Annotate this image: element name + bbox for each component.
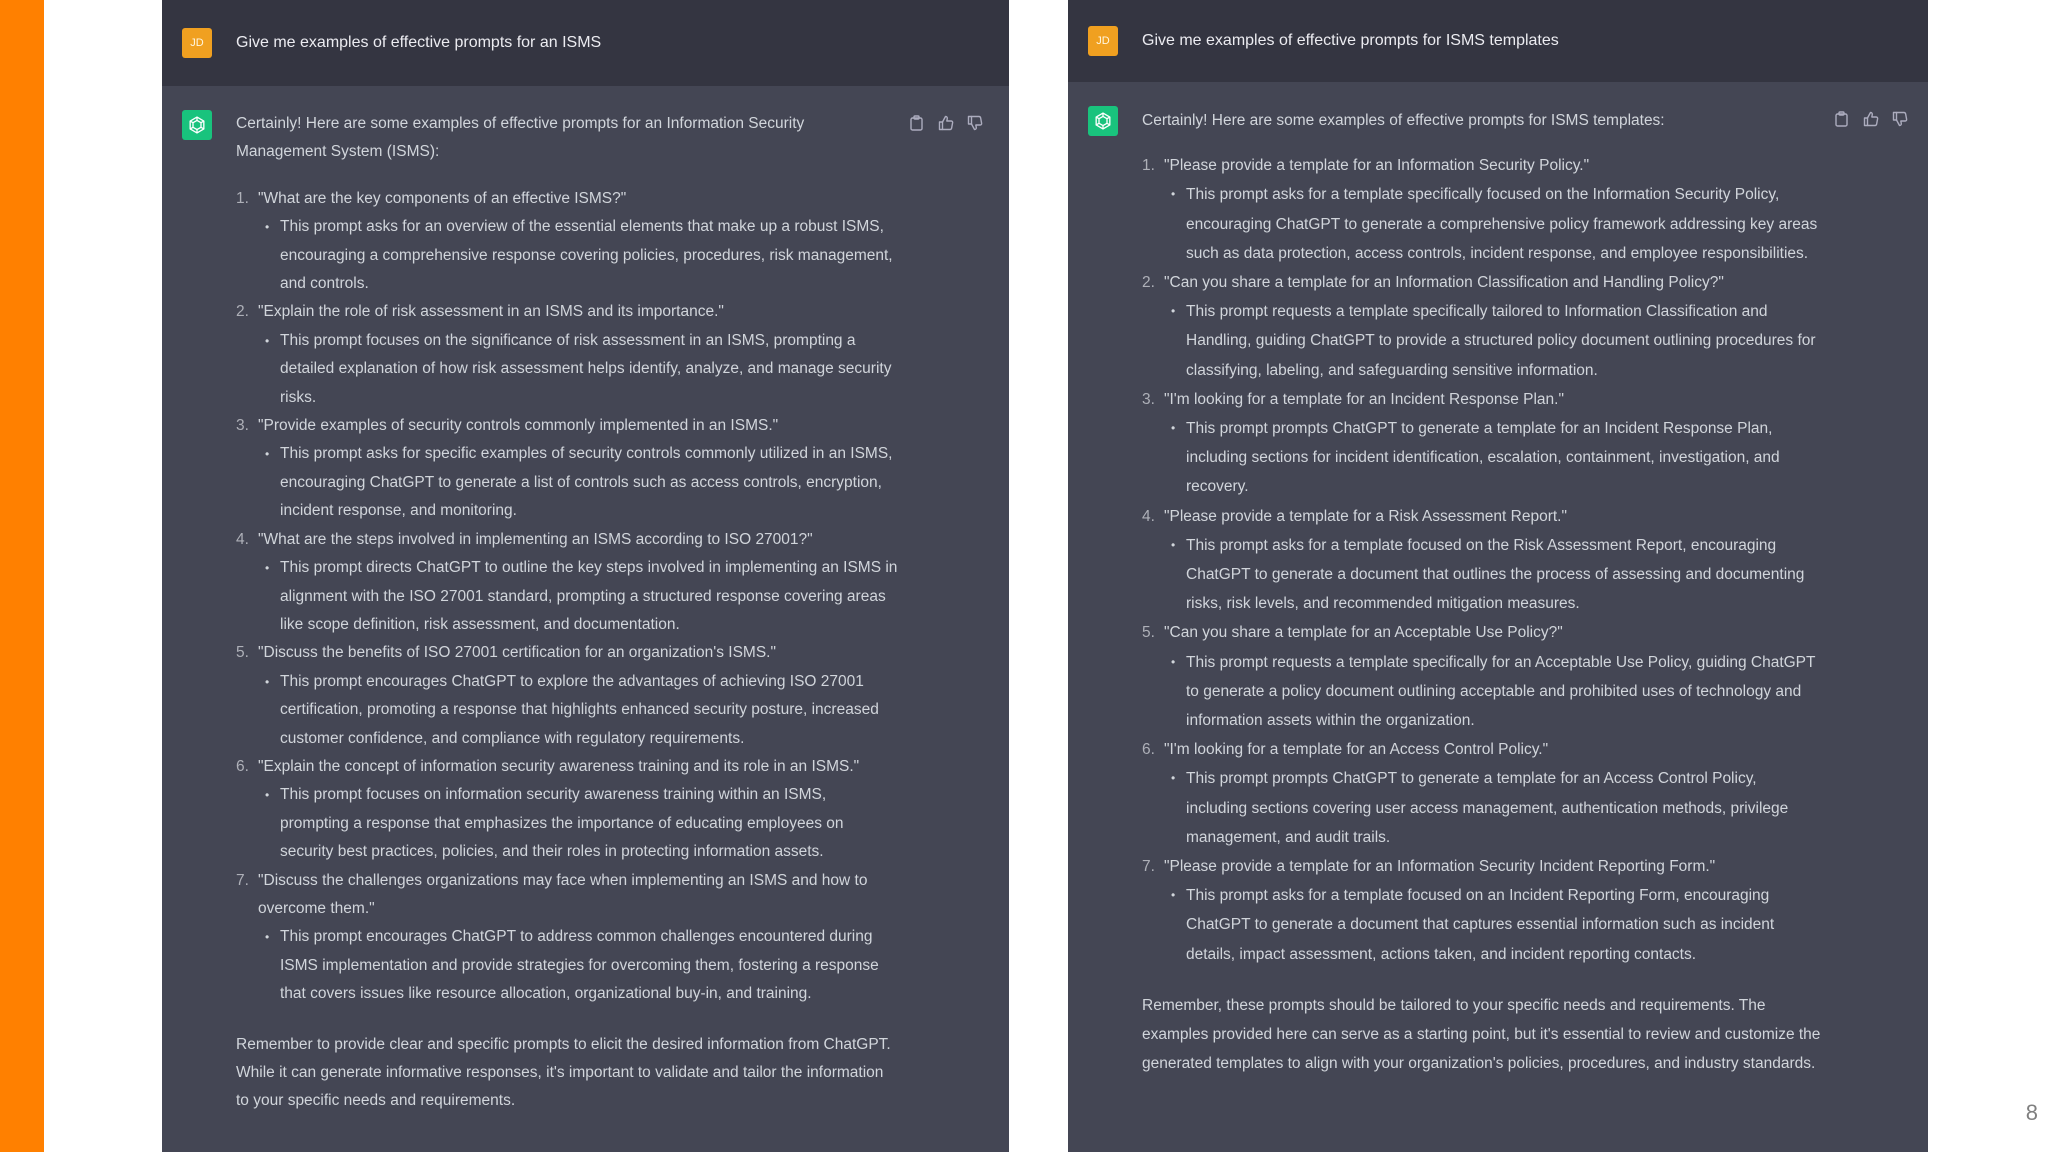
list-detail: • This prompt requests a template specifically for an Acceptable Use Policy, guiding ChatGPT to generate a policy document outlining acceptable and prohibited uses of technology and information assets within the organization. [1171, 653, 1816, 730]
list-item [1142, 268, 1822, 385]
assistant-message-row [162, 86, 1009, 1116]
list-detail: • This prompt encourages ChatGPT to address common challenges encountered during ISMS implementation and provide strategies for overcoming them, fostering a response that covers issues like resource allocation, organizational buy-in, and training. [265, 928, 879, 1003]
user-avatar: JD [182, 28, 212, 58]
clipboard-icon[interactable] [908, 114, 925, 131]
list-detail: • This prompt directs ChatGPT to outline the key steps involved in implementing an ISMS in alignment with the ISO 27001 standard, prompting a structured response covering areas like scope definition, risk assessment, and documentation. [265, 559, 898, 633]
list-item [1142, 735, 1822, 852]
list-detail: • This prompt requests a template specifically tailored to Information Classification and Handling, guiding ChatGPT to provide a structured policy document outlining procedures for classifying, labeling, and safeguarding sensitive information. [1171, 303, 1816, 379]
list-number: 4. [236, 530, 249, 548]
user-message-row [1068, 0, 1928, 82]
list-number: 6. [236, 757, 249, 775]
list-number: 3. [236, 417, 249, 435]
response-outro: Remember to provide clear and specific prompts to elicit the desired information from ChatGPT. While it can generate informative responses, it's important to validate and tailor the information to your specific needs and requirements. [236, 1035, 891, 1110]
list-detail: • This prompt encourages ChatGPT to explore the advantages of achieving ISO 27001 certification, promoting a response that highlights enhanced security posture, increased customer confidence, and compliance with regulatory requirements. [265, 672, 879, 747]
list-item [236, 185, 898, 299]
assistant-response [236, 110, 898, 1116]
list-prompt: "Please provide a template for a Risk Assessment Report." [1164, 507, 1567, 525]
list-item [236, 867, 898, 1009]
message-actions [908, 114, 983, 131]
list-prompt: "What are the steps involved in implementing an ISMS according to ISO 27001?" [258, 530, 813, 548]
list-number: 1. [236, 189, 249, 207]
response-intro: Certainly! Here are some examples of effective prompts for ISMS templates: [1142, 112, 1665, 129]
list-detail: • This prompt prompts ChatGPT to generate a template for an Incident Response Plan, including sections for incident identification, escalation, containment, investigation, and recovery. [1171, 420, 1780, 496]
list-detail: • This prompt prompts ChatGPT to generate a template for an Access Control Policy, including sections covering user access management, authentication methods, privilege management, and audit trails. [1171, 770, 1789, 846]
user-prompt-text: Give me examples of effective prompts for ISMS templates [1142, 32, 1559, 49]
list-number: 4. [1142, 507, 1155, 525]
chat-panel-left [162, 0, 1009, 1152]
list-item [236, 298, 898, 412]
list-detail: • This prompt focuses on information security awareness training within an ISMS, prompting a response that emphasizes the importance of educating employees on security best practices, policies, and their roles in protecting information assets. [265, 786, 844, 861]
list-number: 5. [1142, 624, 1155, 642]
message-actions [1833, 110, 1908, 127]
list-number: 6. [1142, 741, 1155, 759]
list-number: 3. [1142, 390, 1155, 408]
list-number: 1. [1142, 157, 1155, 175]
user-message-row [162, 0, 1009, 86]
list-prompt: "Can you share a template for an Information Classification and Handling Policy?" [1164, 274, 1724, 292]
list-prompt: "Provide examples of security controls commonly implemented in an ISMS." [258, 417, 779, 435]
list-prompt: "I'm looking for a template for an Access Control Policy." [1164, 741, 1549, 759]
list-prompt: "Explain the concept of information security awareness training and its role in an ISMS." [258, 757, 860, 775]
thumbs-up-icon[interactable] [1862, 110, 1879, 127]
list-detail: • This prompt asks for a template specifically focused on the Information Security Policy, encouraging ChatGPT to generate a comprehensive policy framework addressing key areas such as data protection, access controls, incident response, and employee responsibilities. [1171, 186, 1818, 262]
list-detail: • This prompt focuses on the significance of risk assessment in an ISMS, prompting a detailed explanation of how risk assessment helps identify, analyze, and manage security risks. [265, 331, 892, 406]
thumbs-down-icon[interactable] [966, 114, 983, 131]
list-number: 5. [236, 644, 249, 662]
list-prompt: "Explain the role of risk assessment in an ISMS and its importance." [258, 303, 724, 321]
prompt-list [236, 185, 898, 1009]
list-number: 7. [1142, 858, 1155, 876]
list-number: 2. [236, 303, 249, 321]
thumbs-down-icon[interactable] [1891, 110, 1908, 127]
response-intro: Certainly! Here are some examples of effective prompts for an Information Security Management System (ISMS): [236, 115, 805, 161]
list-item [1142, 151, 1822, 268]
openai-logo-icon [182, 110, 212, 140]
list-prompt: "Can you share a template for an Acceptable Use Policy?" [1164, 624, 1563, 642]
clipboard-icon[interactable] [1833, 110, 1850, 127]
list-detail: • This prompt asks for an overview of the essential elements that make up a robust ISMS, encouraging a comprehensive response covering policies, procedures, risk management, and controls. [265, 218, 893, 293]
thumbs-up-icon[interactable] [937, 114, 954, 131]
accent-bar [0, 0, 44, 1152]
list-prompt: "I'm looking for a template for an Incident Response Plan." [1164, 390, 1564, 408]
list-prompt: "Please provide a template for an Information Security Incident Reporting Form." [1164, 858, 1716, 876]
list-item [236, 753, 898, 867]
list-item [1142, 852, 1822, 969]
prompt-list [1142, 151, 1822, 969]
list-item [1142, 385, 1822, 502]
response-outro: Remember, these prompts should be tailored to your specific needs and requirements. The examples provided here can serve as a starting point, but it's essential to review and customize the generated templates to align with your organization's policies, procedures, and industry standards. [1142, 996, 1821, 1073]
list-detail: • This prompt asks for a template focused on an Incident Reporting Form, encouraging ChatGPT to generate a document that captures essential information such as incident details, impact assessment, actions taken, and incident reporting contacts. [1171, 887, 1775, 963]
list-number: 7. [236, 871, 249, 889]
openai-logo-icon [1088, 106, 1118, 136]
list-item [1142, 618, 1822, 735]
list-prompt: "Discuss the benefits of ISO 27001 certification for an organization's ISMS." [258, 644, 776, 662]
list-prompt: "Please provide a template for an Information Security Policy." [1164, 157, 1590, 175]
list-number: 2. [1142, 274, 1155, 292]
list-prompt: "Discuss the challenges organizations may face when implementing an ISMS and how to overcome them." [258, 871, 868, 917]
list-detail: • This prompt asks for a template focused on the Risk Assessment Report, encouraging ChatGPT to generate a document that outlines the process of assessing and documenting risks, risk levels, and recommended mitigation measures. [1171, 536, 1805, 613]
list-detail: • This prompt asks for specific examples of security controls commonly utilized in an ISMS, encouraging ChatGPT to generate a list of controls such as access controls, encryption, incident response, and monitoring. [265, 445, 893, 520]
user-prompt-text: Give me examples of effective prompts for an ISMS [236, 34, 602, 51]
list-item [236, 412, 898, 526]
assistant-response [1142, 106, 1822, 1079]
page-number: 8 [2025, 1100, 2038, 1125]
assistant-message-row [1068, 82, 1928, 1079]
chat-panel-right [1068, 0, 1928, 1152]
list-prompt: "What are the key components of an effective ISMS?" [258, 189, 627, 207]
list-item [236, 526, 898, 640]
list-item [1142, 502, 1822, 619]
list-item [236, 639, 898, 753]
user-avatar: JD [1088, 26, 1118, 56]
